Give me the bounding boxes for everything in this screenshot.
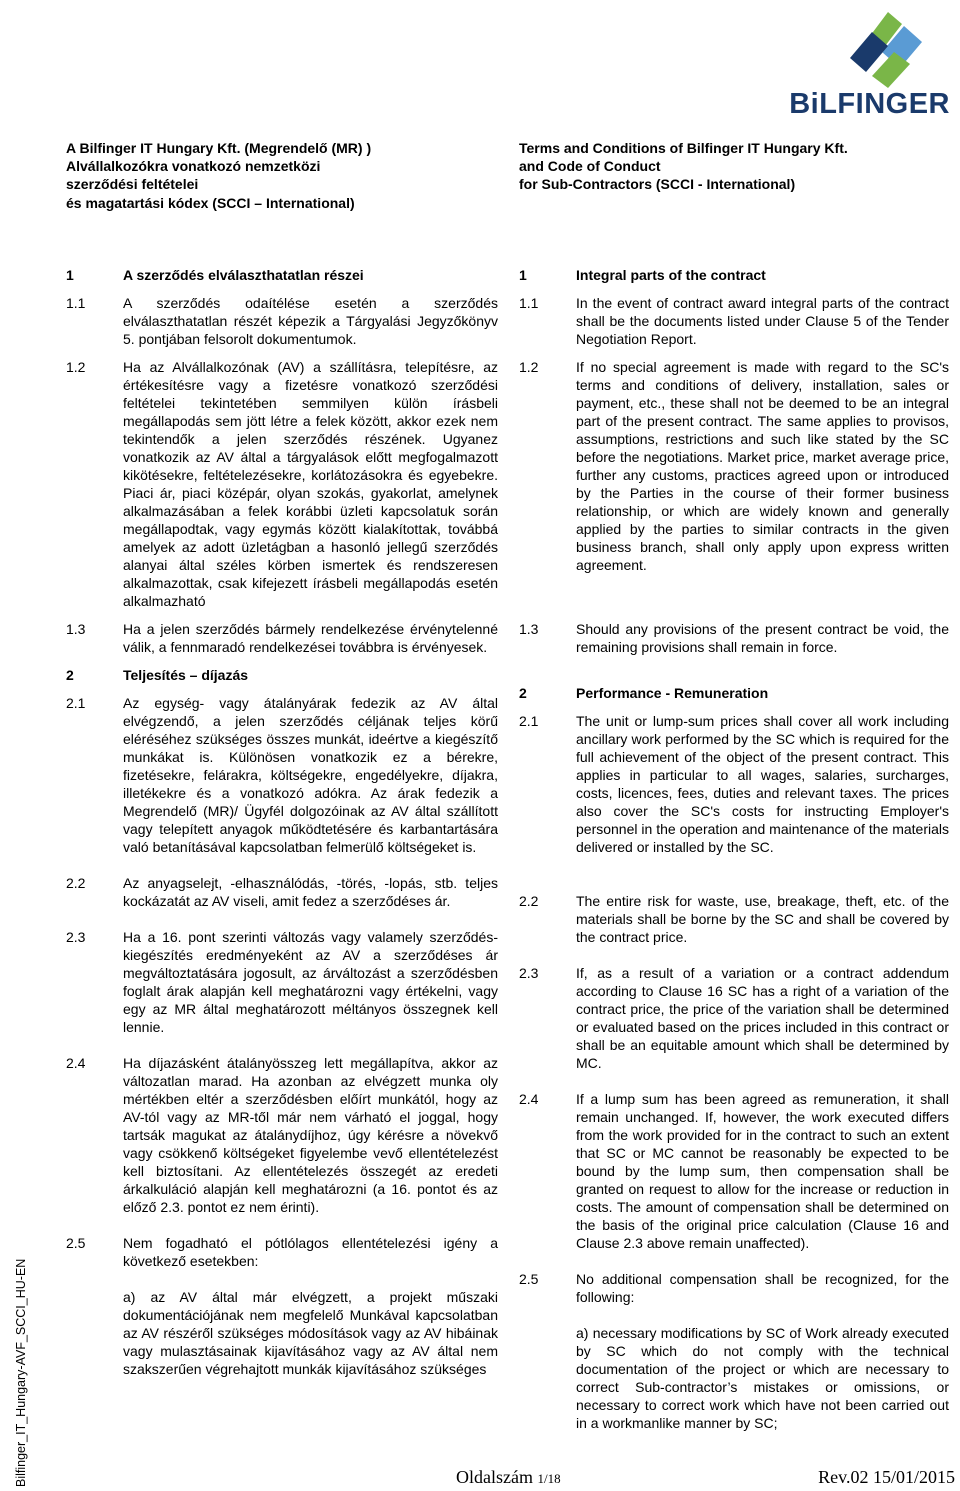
clause-text: In the event of contract award integral parts of the contract shall be the documents listed under Clause 5 of the Tender Negotiation Report. bbox=[576, 295, 949, 347]
clause-number: 2.2 bbox=[66, 875, 86, 891]
clause-subitem bbox=[66, 1288, 498, 1378]
clause bbox=[519, 712, 949, 856]
page-label: Oldalszám bbox=[456, 1467, 533, 1487]
clause-number: 1.3 bbox=[66, 621, 86, 637]
clause-text: a) necessary modifications by SC of Work already executed by SC which do not comply with the technical documentation of the project or which are necessary to correct Sub-contractor’s mistakes or omissions, or necessary to correct work which have not been carried out in a workmanlike manner by SC; bbox=[576, 1325, 949, 1431]
clause bbox=[519, 892, 949, 946]
header-hu bbox=[66, 139, 406, 212]
clause bbox=[66, 358, 498, 610]
clause-text: A szerződés odaítélése esetén a szerződés elválaszthatatlan részét képezik a Tárgyalási Jegyzőkönyv 5. pontjában felsorolt dokumentumok. bbox=[123, 295, 498, 347]
clause bbox=[66, 1234, 498, 1270]
clause bbox=[519, 620, 949, 656]
revision: Rev.02 15/01/2015 bbox=[818, 1467, 955, 1487]
section-heading bbox=[519, 266, 949, 284]
clause-number: 2.5 bbox=[66, 1235, 86, 1251]
header-hu-line: Alvállalkozókra vonatkozó nemzetközi bbox=[66, 158, 321, 175]
clause bbox=[66, 620, 498, 656]
clause bbox=[66, 294, 498, 348]
hungarian-column bbox=[66, 266, 498, 1378]
clause-text: No additional compensation shall be recognized, for the following: bbox=[576, 1271, 949, 1305]
clause-number: 2.5 bbox=[519, 1271, 539, 1287]
clause-text: If a lump sum has been agreed as remuneration, it shall remain unchanged. If, however, the work executed differs from the work provided for in the contract to such an extent that SC or MC cannot be reasonably be expected to be bound by the lump sum, then compensation shall be granted on request to allow for the increase or reduction in costs. The amount of compensation shall be determined on the basis of the original price calculation (Clause 16 and Clause 2.3 above remain unaffected). bbox=[576, 1091, 949, 1251]
clause-text: Ha az Alvállalkozónak (AV) a szállításra, telepítésre, az értékesítésre vagy a fizetésre vonatkozó szerződési feltételei tekintetében semmilyen külön írásbeli megállapodás sem jött létre a felek között, akkor ezek nem tekintendők a jelen szerződés részének. Ugyanez vonatkozik az AV által a tárgyalások előtt megfogalmazott kikötésekre, feltételezésekre, korlátozásokra és egyebekre. Piaci ár, piaci középár, olyan szokás, gyakorlat, amelynek alkalmazásában a felek korábbi üzleti kapcsolatuk során megállapodtak, vagy egymás között kialakítottak, továbbá amelyek az adott üzletágban a hasonló jellegű szerződés alanyai által széles körben ismertek és rendszeresen alkalmazottak, csak kifejezett írásbeli megállapodás esetén alkalmazható bbox=[123, 359, 498, 609]
header-en-line: and Code of Conduct bbox=[519, 158, 661, 175]
page-number bbox=[456, 1467, 561, 1488]
english-column bbox=[519, 266, 949, 1432]
clause bbox=[66, 1054, 498, 1216]
clause-number: 2.4 bbox=[519, 1091, 539, 1107]
bilfinger-logo-mark-icon bbox=[842, 4, 932, 90]
clause-number: 1.2 bbox=[519, 359, 539, 375]
clause-text: If no special agreement is made with regard to the SC's terms and conditions of delivery, installation, sales or payment, etc., these shall not be deemed to be an integral part of the present contract. The same applies to provisos, assumptions, restrictions and such like stated by the SC before the negotiations. Market price, market average price, further any customs, practices agreed upon or introduced by the Parties in the course of their former business relationship, or which are widely known and generally applied by the parties to similar contracts in the given business branch, shall only apply upon express written agreement. bbox=[576, 359, 949, 573]
section-number: 2 bbox=[519, 685, 527, 701]
clause bbox=[519, 964, 949, 1072]
header-en-line: Terms and Conditions of Bilfinger IT Hungary Kft. bbox=[519, 140, 848, 156]
section-number: 2 bbox=[66, 667, 74, 683]
clause bbox=[519, 358, 949, 574]
section-title: Teljesítés – díjazás bbox=[123, 667, 249, 683]
section-heading bbox=[66, 666, 498, 684]
clause-number: 2.3 bbox=[519, 965, 539, 981]
clause-number: 2.1 bbox=[66, 695, 86, 711]
clause-number: 1.1 bbox=[66, 295, 86, 311]
clause-text: The unit or lump-sum prices shall cover all work including ancillary work performed by the SC which is required for the full achievement of the object of the present contract. This applies in particular to all wages, salaries, surcharges, costs, licences, fees, duties and relevant taxes. The prices also cover the SC's costs for instructing Employer's personnel in the operation and maintenance of the materials delivered or installed by the SC. bbox=[576, 713, 949, 855]
section-title: Performance - Remuneration bbox=[576, 685, 769, 701]
clause-subitem bbox=[519, 1324, 949, 1432]
clause-text: Should any provisions of the present contract be void, the remaining provisions shall remain in force. bbox=[576, 621, 949, 655]
clause bbox=[519, 1090, 949, 1252]
clause bbox=[519, 294, 949, 348]
clause-text: Ha díjazásként átalányösszeg lett megállapítva, akkor az változatlan marad. Ha azonban az elvégzett munka oly mértékben eltér a szerződésben előírt munkától, hogy az AV-tól vagy az MR-től már nem várható el joggal, hogy tartsák magukat az átalánydíjhoz, úgy kérésre a növekvő vagy csökkenő költségeket figyelembe vevő ellentételezést kell biztosítani. Az ellentételezés összegét az eredeti árkalkuláció alapján kell meghatározni (a 16. pontot és az előző 2.3. pontot ez nem érinti). bbox=[123, 1055, 498, 1215]
section-title: Integral parts of the contract bbox=[576, 267, 766, 283]
clause-number: 1.2 bbox=[66, 359, 86, 375]
clause-number: 2.2 bbox=[519, 893, 539, 909]
bilfinger-logo bbox=[789, 4, 954, 122]
clause-number: 1.3 bbox=[519, 621, 539, 637]
clause-text: a) az AV által már elvégzett, a projekt műszaki dokumentációjának nem megfelelő Munkával kapcsolatban az AV részéről szükséges módosítások vagy az AV hibáinak vagy mulasztásainak kijavításához vagy az AV által nem szakszerűen végrehajtott munkák kijavításához szükséges bbox=[123, 1289, 498, 1377]
section-heading bbox=[519, 684, 949, 702]
section-title: A szerződés elválaszthatatlan részei bbox=[123, 267, 364, 283]
header-hu-line: szerződési feltételei bbox=[66, 176, 199, 193]
clause-text: The entire risk for waste, use, breakage, theft, etc. of the materials shall be borne by the SC and shall be covered by the contract price. bbox=[576, 893, 949, 945]
section-heading bbox=[66, 266, 498, 284]
clause bbox=[66, 874, 498, 910]
header-hu-line: A Bilfinger IT Hungary Kft. (Megrendelő (MR) ) bbox=[66, 140, 372, 156]
clause bbox=[66, 694, 498, 856]
section-number: 1 bbox=[66, 267, 74, 283]
clause bbox=[519, 1270, 949, 1306]
header-hu-line: és magatartási kódex (SCCI – International) bbox=[66, 194, 355, 211]
clause-text: Nem fogadható el pótlólagos ellentételezési igény a következő esetekben: bbox=[123, 1235, 498, 1269]
header-en bbox=[519, 139, 899, 194]
header-en-line: for Sub-Contractors (SCCI - International) bbox=[519, 176, 796, 193]
clause-number: 2.1 bbox=[519, 713, 539, 729]
clause-text: Ha a jelen szerződés bármely rendelkezése érvénytelenné válik, a fennmaradó rendelkezései továbbra is érvényesek. bbox=[123, 621, 498, 655]
clause-number: 1.1 bbox=[519, 295, 539, 311]
logo-text: BiLFINGER bbox=[789, 88, 950, 120]
clause-number: 2.3 bbox=[66, 929, 86, 945]
clause-text: Az anyagselejt, -elhasználódás, -törés, -lopás, stb. teljes kockázatát az AV viseli, amit fedez a szerződéses ár. bbox=[123, 875, 498, 909]
side-document-id: Bilfinger_IT_Hungary-AVF_SCCI_HU-EN bbox=[14, 1258, 28, 1487]
clause-text: Az egység- vagy átalányárak fedezik az AV által elvégzendő, a jelen szerződés céljának teljes körű eléréséhez szükséges összes munkát, ideértve a kiegészítő munkákat is. Különösen vonatkozik ez a bérekre, fizetésekre, felárakra, költségekre, engedélyekre, díjakra, illetékekre és a vonatkozó adókra. Az árak fedezik a Megrendelő (MR)/ Ügyfél dolgozóinak az AV által szállított vagy telepített anyagok működtetésére és karbantartására való betanításával kapcsolatban felmerülő költségeket is. bbox=[123, 695, 498, 855]
clause-text: If, as a result of a variation or a contract addendum according to Clause 16 SC has a right of a variation of the contract price, the price of the variation shall be determined or evaluated based on the prices included in this contract or shall be an equitable amount which shall be determined by MC. bbox=[576, 965, 949, 1071]
clause bbox=[66, 928, 498, 1036]
section-number: 1 bbox=[519, 267, 527, 283]
clause-number: 2.4 bbox=[66, 1055, 86, 1071]
clause-text: Ha a 16. pont szerinti változás vagy valamely szerződés-kiegészítés eredményeként az AV a szerződéses ár megváltoztatására jogosult, az árváltozást a szerződésben foglalt árak alapján kell meghatározni vagy értékelni, vagy egy az MR által meghatározott méltányos összegnek kell lennie. bbox=[123, 929, 498, 1035]
page-num: 1/18 bbox=[537, 1471, 561, 1486]
